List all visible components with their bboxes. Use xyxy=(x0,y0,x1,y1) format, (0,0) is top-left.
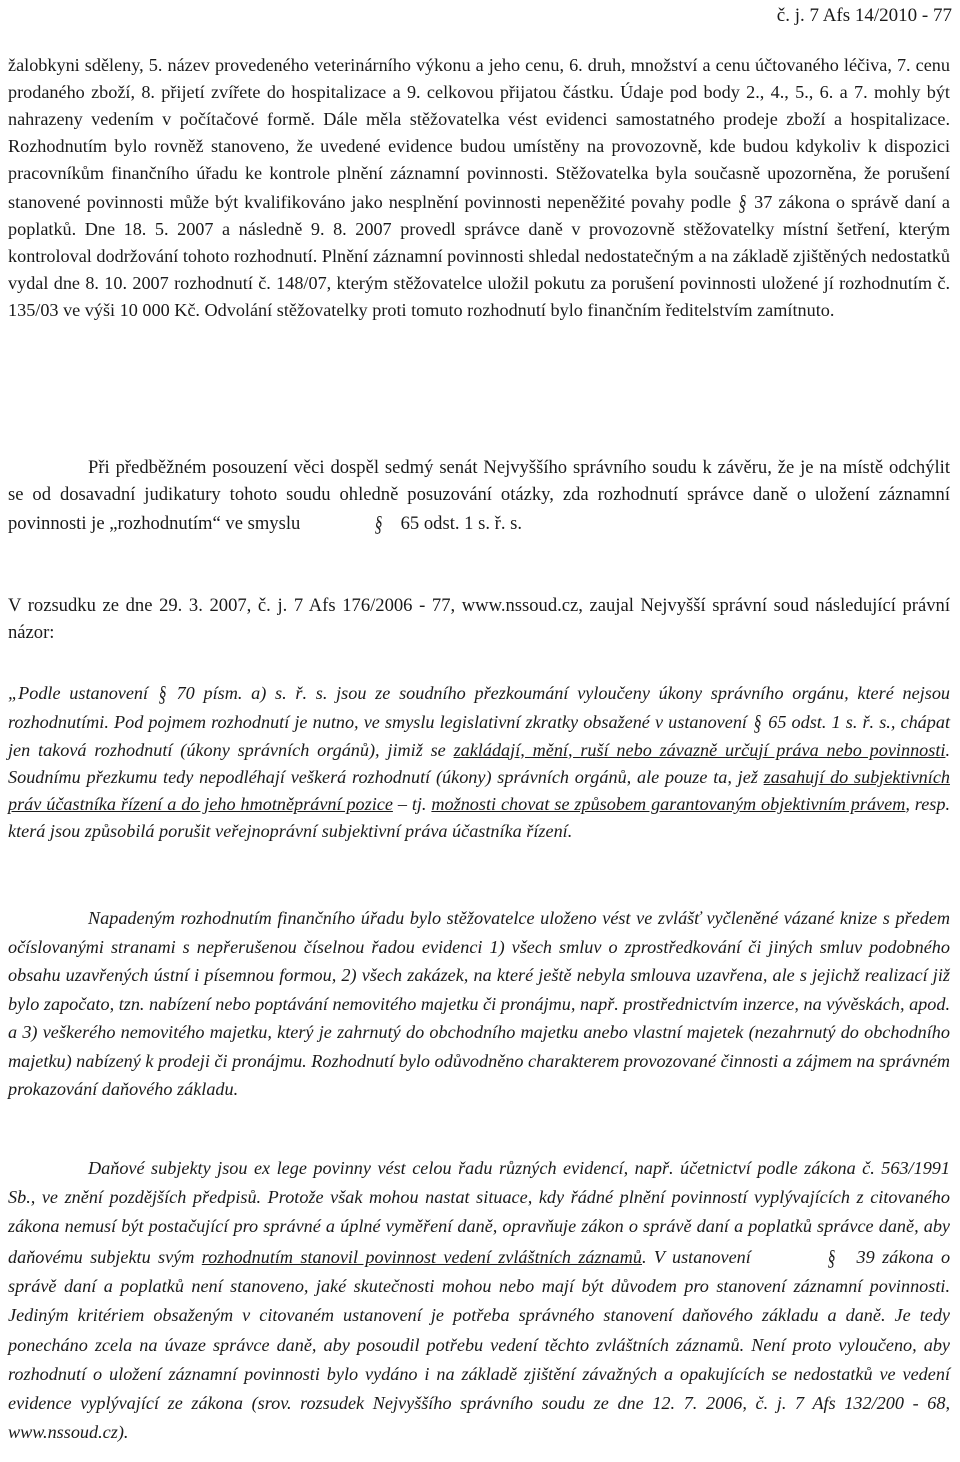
paragraph-text: 37 zákona o správě daní a poplatků. Dne 18. 5. 2007 a následně 9. 8. 2007 provedl správce daně v provozovně stěžovatelky místní šetření, kterým kontroloval dodržování tohoto rozhodnutí. Plnění záznamní povinnosti shledal nedostatečným a na základě zjištěných nedostatků vydal dne 8. 10. 2007 rozhodnutí č. 148/07, kterým stěžovatelce uložil pokutu za porušení povinnosti uložené jí rozhodnutím č. 135/03 ve výši 10 000 Kč. Odvolání stěžovatelky proti tomuto rozhodnutí bylo finančním ředitelstvím zamítnuto. xyxy=(8,192,951,320)
quote-text: , resp. která jsou způsobilá porušit veřejnoprávní subjektivní práva účastníka řízení. xyxy=(8,794,950,842)
paragraph-text: žalobkyni sděleny, 5. název provedeného veterinárního výkonu a jeho cenu, 6. druh, množství a cenu účtovaného léčiva, 7. cenu prodaného zboží, 8. přijetí zvířete do hospitalizace a 9. celkovou přijatou částku. Údaje pod body 2., 4., 5., 6. a 7. mohly být nahrazeny vedením v počítačové formě. Dále měla stěžovatelka vést evidenci samostatného prodeje zboží a hospitalizace. Rozhodnutím bylo rovněž stanoveno, že uvedené evidence budou umístěny na provozovně, kde budou kdykoliv k dispozici pracovníkům finančního úřadu ke kontrole plnění záznamní povinnosti. Stěžovatelka byla současně upozorněna, že porušení stanovené povinnosti může být kvalifikováno jako nesplnění povinnosti nepeněžité povahy podle xyxy=(8,55,950,212)
paragraph-facts xyxy=(8,52,950,324)
quote-text: Daňové subjekty jsou ex lege povinny vést celou řadu různých evidencí, např. účetnictví podle zákona č. 563/1991 Sb., ve znění pozdějších předpisů. Protože však mohou nastat situace, kdy řádné plnění povinností vyplývajících z citovaného zákona nemusí být postačující pro správné a úplné vyměření daně, opravňuje zákon o správě daní a poplatků správce daně, aby daňovému subjektu svým xyxy=(8,1158,950,1268)
section-sign: § xyxy=(738,190,747,215)
quote-text: „Podle ustanovení xyxy=(8,683,149,703)
quotation-record-keeping xyxy=(8,1154,950,1447)
paragraph-text: 65 odst. 1 s. ř. s. xyxy=(400,513,523,534)
underlined-text: zasahují do subjektivních práv účastníka řízení a do jeho hmotněprávní pozice xyxy=(8,766,950,815)
section-sign: § xyxy=(827,1245,836,1271)
paragraph-senate-view xyxy=(8,454,950,537)
section-sign: § xyxy=(374,511,383,536)
underlined-text: možnosti chovat se způsobem garantovaným objektivním právem xyxy=(431,794,906,815)
underlined-text: rozhodnutím stanovil povinnost vedení zvláštních záznamů xyxy=(201,1247,642,1268)
quote-text: – tj. xyxy=(392,794,427,815)
quote-text: 65 odst. 1 s. ř. s., chápat jen taková rozhodnutí (úkony správních orgánů), jimiž se xyxy=(8,712,951,760)
quote-text: 39 zákona o správě daní a poplatků není stanoveno, jaké skutečnosti mohou nebo mají být důvodem pro stanovení záznamní povinnosti. Jediným kritériem obsaženým v citovaném ustanovení je potřeba správného stanovení daňového základu a daně. Je tedy ponecháno zcela na úvaze správce daně, aby posoudil potřebu vedení těchto zvláštních záznamů. Není proto vyloučeno, aby rozhodnutí o uložení záznamní povinnosti bylo vydáno i na základě zjištění závažných a opakujících se nedostatků ve vedení evidence vyplývající ze zákona (srov. rozsudek Nejvyššího správního soudu ze dne 12. 7. 2006, č. j. 7 Afs 132/200 - 68, www.nssoud.cz). xyxy=(8,1247,951,1442)
quote-text: . V ustanovení xyxy=(641,1247,751,1268)
case-reference: č. j. 7 Afs 14/2010 - 77 xyxy=(776,5,952,26)
quote-text: 70 písm. a) s. ř. s. jsou ze soudního přezkoumání vyloučeny úkony správního orgánu, které nejsou rozhodnutími. Pod pojmem rozhodnutí je nutno, ve smyslu legislativní zkratky obsažené v ustanovení xyxy=(8,683,951,733)
quotation-legal-opinion xyxy=(8,678,950,846)
section-sign: § xyxy=(158,681,167,706)
underlined-text: zakládají, mění, ruší nebo závazně určují práva nebo povinnosti xyxy=(453,739,946,760)
quote-text: . Soudnímu přezkumu tedy nepodléhají veškerá rozhodnutí (úkony) správních orgánů, ale pouze ta, jež xyxy=(8,739,950,787)
paragraph-text: Při předběžném posouzení věci dospěl sedmý senát Nejvyššího správního soudu k závěru, že je na místě odchýlit se od dosavadní judikatury tohoto soudu ohledně posuzování otázky, zda rozhodnutí správce daně o uložení záznamní povinnosti je „rozhodnutím“ ve smyslu xyxy=(8,457,950,534)
section-sign: § xyxy=(753,710,762,736)
paragraph-judgment-intro: V rozsudku ze dne 29. 3. 2007, č. j. 7 Afs 176/2006 - 77, www.nssoud.cz, zaujal Nejvyšší správní soud následující právní názor: xyxy=(8,595,950,643)
quotation-contested-decision: Napadeným rozhodnutím finančního úřadu bylo stěžovatelce uloženo vést ve zvlášť vyčleněné vázané knize s předem očíslovanými stranami s nepřerušenou číselnou řadou evidenci 1) všech smluv o zprostředkování či jiných smluv podobného obsahu uzavřených ústní i písemnou formou, 2) všech zakázek, na které ještě nebyla smlouva uzavřena, ale s jejichž realizací již bylo započato, tzn. nabízení nebo poptávání nemovitého majetku či pronájmu, např. prostřednictvím inzerce, na vývěskách, apod. a 3) veškerého nemovitého majetku, který je zahrnutý do obchodního majetku anebo vlastní majetek (nezahrnutý do obchodního majetku) nabízený k prodeji či pronájmu. Rozhodnutí bylo odůvodněno charakterem provozované činnosti a zájmem na správném prokazování daňového základu. xyxy=(8,908,950,1099)
